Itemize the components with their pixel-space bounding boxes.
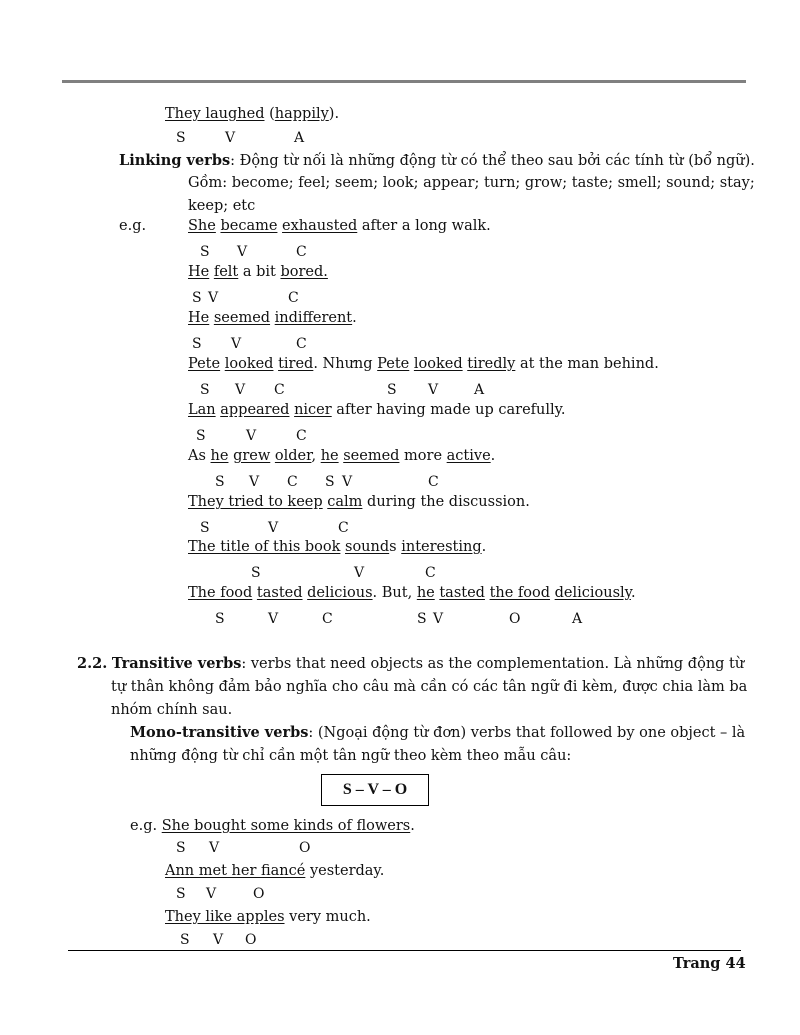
label-s: S [215,611,225,627]
label-v: V [206,886,217,902]
word: They laughed [165,106,265,122]
formula-box: S – V – O [321,774,429,806]
example-sentence [188,447,495,465]
text: : Động từ nối là những động từ có thể theo sau bởi các tính từ (bổ ngữ). [230,153,755,169]
linking-verbs-heading [119,152,755,170]
label-s: S [417,611,427,627]
example-sentence [188,309,357,327]
word: bored. [280,264,328,280]
word: the food [489,585,551,601]
label-v: V [231,336,242,352]
label-v: V [268,611,279,627]
eg-label: e.g. [130,818,162,834]
text: . [490,448,496,464]
word: Lan [188,402,216,418]
word: tasted [439,585,485,601]
example-sentence [188,217,491,235]
label-c: C [296,428,307,444]
eg-label: e.g. [119,218,147,234]
text: yesterday. [305,863,385,879]
word: He [188,310,210,326]
label-v: V [249,474,260,490]
word: tired [278,356,314,372]
label-c: C [287,474,298,490]
label-o: O [245,932,257,948]
label-s: S [215,474,225,490]
label-v: V [268,520,279,536]
word: older [274,448,312,464]
word: Pete [188,356,221,372]
text: . Nhưng [313,356,378,372]
term: Transitive verbs [111,655,242,672]
label-s: S [387,382,397,398]
footer-rule [68,950,741,951]
example-sentence [165,908,371,926]
example-sentence [188,355,659,373]
word: nicer [294,402,332,418]
text: As [188,448,211,464]
word: interesting [401,539,482,555]
example-sentence [188,584,636,602]
label-s: S [200,244,210,260]
text: during the discussion. [362,494,530,510]
label-v: V [428,382,439,398]
label-a: A [572,611,583,627]
word: he [416,585,435,601]
label-s: S [325,474,335,490]
example-laughed [165,105,339,123]
word: They tried to keep [188,494,323,510]
text: . [410,818,415,834]
example-sentence [130,817,415,835]
word: The food [188,585,253,601]
word: calm [327,494,363,510]
label-v: V [342,474,353,490]
text: after a long walk. [357,218,491,234]
text: : (Ngoại động từ đơn) verbs that followed by one object – là [308,725,746,741]
word: looked [413,356,463,372]
term: Linking verbs [119,152,231,169]
page-number: Trang 44 [673,955,746,972]
linking-verbs-desc: Gồm: become; feel; seem; look; appear; turn; grow; taste; smell; sound; stay; [188,175,755,191]
text: . [352,310,357,326]
word: indifferent [274,310,353,326]
word: He [188,264,210,280]
label-c: C [274,382,285,398]
text: ( [264,106,275,122]
mono-transitive-desc: những động từ chỉ cần một tân ngữ theo kèm theo mẫu câu: [130,748,572,764]
label-v: V [433,611,444,627]
label-o: O [509,611,521,627]
text: s [389,539,397,555]
word: Ann met her fiancé [165,863,306,879]
label-c: C [428,474,439,490]
example-sentence [188,493,530,511]
section-number: 2.2. [77,655,108,672]
label-v: V [237,244,248,260]
word: seemed [213,310,271,326]
word: sound [345,539,390,555]
text: ). [328,106,340,122]
text: . [630,585,636,601]
label-s: S [176,886,186,902]
label-v: V [354,565,365,581]
word: exhausted [282,218,358,234]
label-o: O [253,886,265,902]
label-s: S [251,565,261,581]
word: seemed [343,448,400,464]
word: deliciously [554,585,631,601]
text: at the man behind. [515,356,659,372]
word: tasted [256,585,303,601]
label-c: C [288,290,299,306]
header-rule [62,80,746,83]
text: very much. [284,909,371,925]
text: , [311,448,321,464]
label-c: C [338,520,349,536]
text: more [399,448,447,464]
label-v: V [209,840,220,856]
word: appeared [220,402,290,418]
label-c: C [296,244,307,260]
word: They like apples [165,909,285,925]
example-sentence [188,538,486,556]
text: . But, [372,585,417,601]
label-c: C [425,565,436,581]
label-v: V [208,290,219,306]
label-s: S [192,290,202,306]
label-s: S [192,336,202,352]
label-s: S [196,428,206,444]
label-a: A [474,382,485,398]
label-s: S [176,130,186,146]
word: happily [274,106,329,122]
label-v: V [246,428,257,444]
text: a bit [238,264,281,280]
section-heading [77,655,744,673]
mono-transitive-heading [130,724,745,742]
section-desc: tự thân không đảm bảo nghĩa cho câu mà cần có các tân ngữ đi kèm, được chia làm ba [111,679,748,695]
word: became [220,218,278,234]
text: . [481,539,487,555]
word: grew [233,448,271,464]
word: delicious [307,585,373,601]
label-v: V [235,382,246,398]
word: felt [213,264,239,280]
label-c: C [296,336,307,352]
text: after having made up carefully. [331,402,566,418]
word: She bought some kinds of flowers [161,818,411,834]
section-desc: nhóm chính sau. [111,702,233,718]
label-s: S [176,840,186,856]
word: he [210,448,229,464]
label-s: S [200,382,210,398]
word: The title of this book [188,539,341,555]
label-c: C [322,611,333,627]
word: tiredly [467,356,516,372]
label-a: A [294,130,305,146]
term: Mono-transitive verbs [130,724,309,741]
example-sentence [188,263,328,281]
label-s: S [180,932,190,948]
label-s: S [200,520,210,536]
example-sentence [188,401,566,419]
text: : verbs that need objects as the complementation. Là những động từ [241,656,745,672]
example-sentence [165,862,384,880]
label-v: V [225,130,236,146]
label-v: V [213,932,224,948]
word: looked [224,356,274,372]
word: She [188,218,216,234]
linking-verbs-desc: keep; etc [188,198,256,214]
word: he [320,448,339,464]
label-o: O [299,840,311,856]
word: Pete [377,356,410,372]
word: active [446,448,491,464]
